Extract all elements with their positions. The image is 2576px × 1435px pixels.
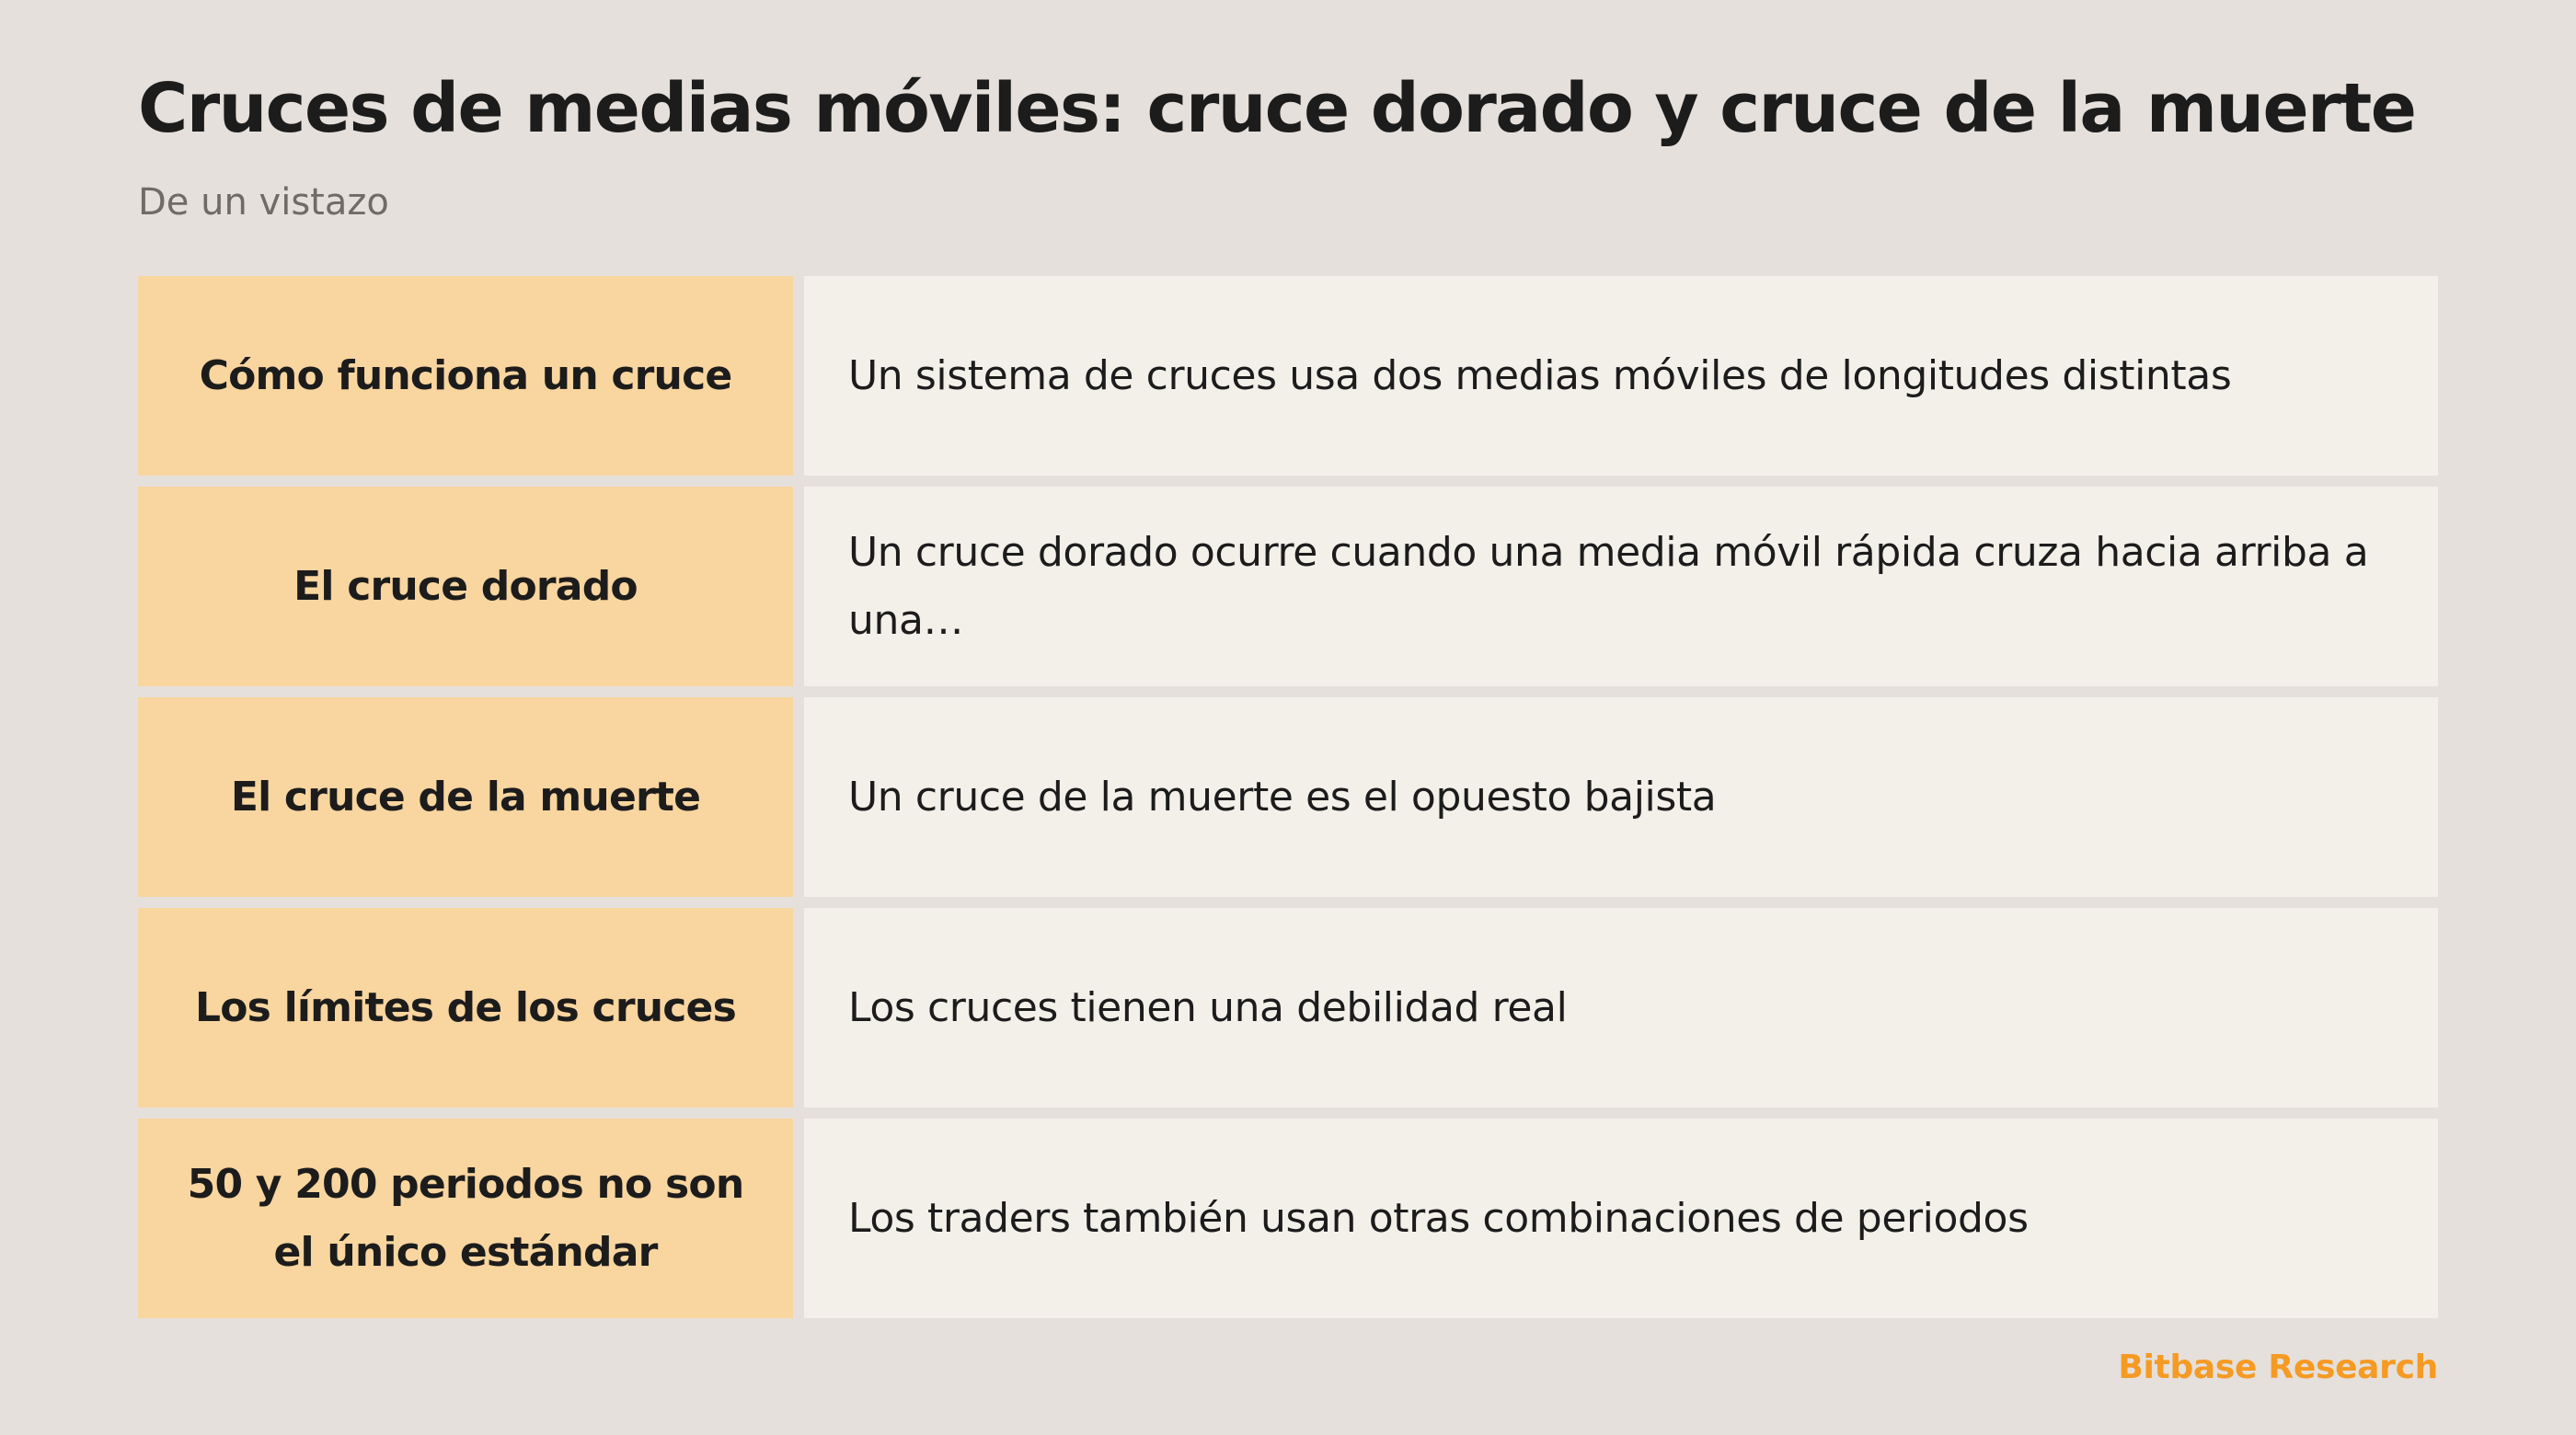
page [138,0,2438,1435]
table-row [138,487,2438,686]
page-subtitle: De un vistazo [138,181,389,224]
row-label-cell [138,487,793,686]
row-label-cell [138,697,793,897]
row-label: Los límites de los cruces [195,983,736,1031]
table-row [138,908,2438,1108]
row-value: Un cruce de la muerte es el opuesto bajista [848,773,1717,821]
row-label: Cómo funciona un cruce [199,351,732,399]
row-label: El cruce dorado [293,562,638,610]
summary-table [138,276,2438,1318]
table-row [138,697,2438,897]
row-value: Los traders también usan otras combinaciones de periodos [848,1194,2029,1242]
row-value: Un cruce dorado ocurre cuando una media móvil rápida cruza hacia arriba a una… [848,528,2369,644]
table-row [138,276,2438,476]
row-value: Un sistema de cruces usa dos medias móviles de longitudes distintas [848,351,2232,399]
row-value-cell [804,1119,2438,1318]
row-label-cell [138,1119,793,1318]
page-title: Cruces de medias móviles: cruce dorado y cruce de la muerte [138,69,2416,148]
row-label: 50 y 200 periodos no son el único estándar [187,1160,744,1276]
row-value: Los cruces tienen una debilidad real [848,983,1568,1031]
row-value-cell [804,276,2438,476]
row-label: El cruce de la muerte [230,773,701,821]
row-label-cell [138,908,793,1108]
row-value-cell [804,908,2438,1108]
table-row [138,1119,2438,1318]
row-value-cell [804,697,2438,897]
brand-label: Bitbase Research [2118,1349,2438,1386]
row-value-cell [804,487,2438,686]
row-label-cell [138,276,793,476]
